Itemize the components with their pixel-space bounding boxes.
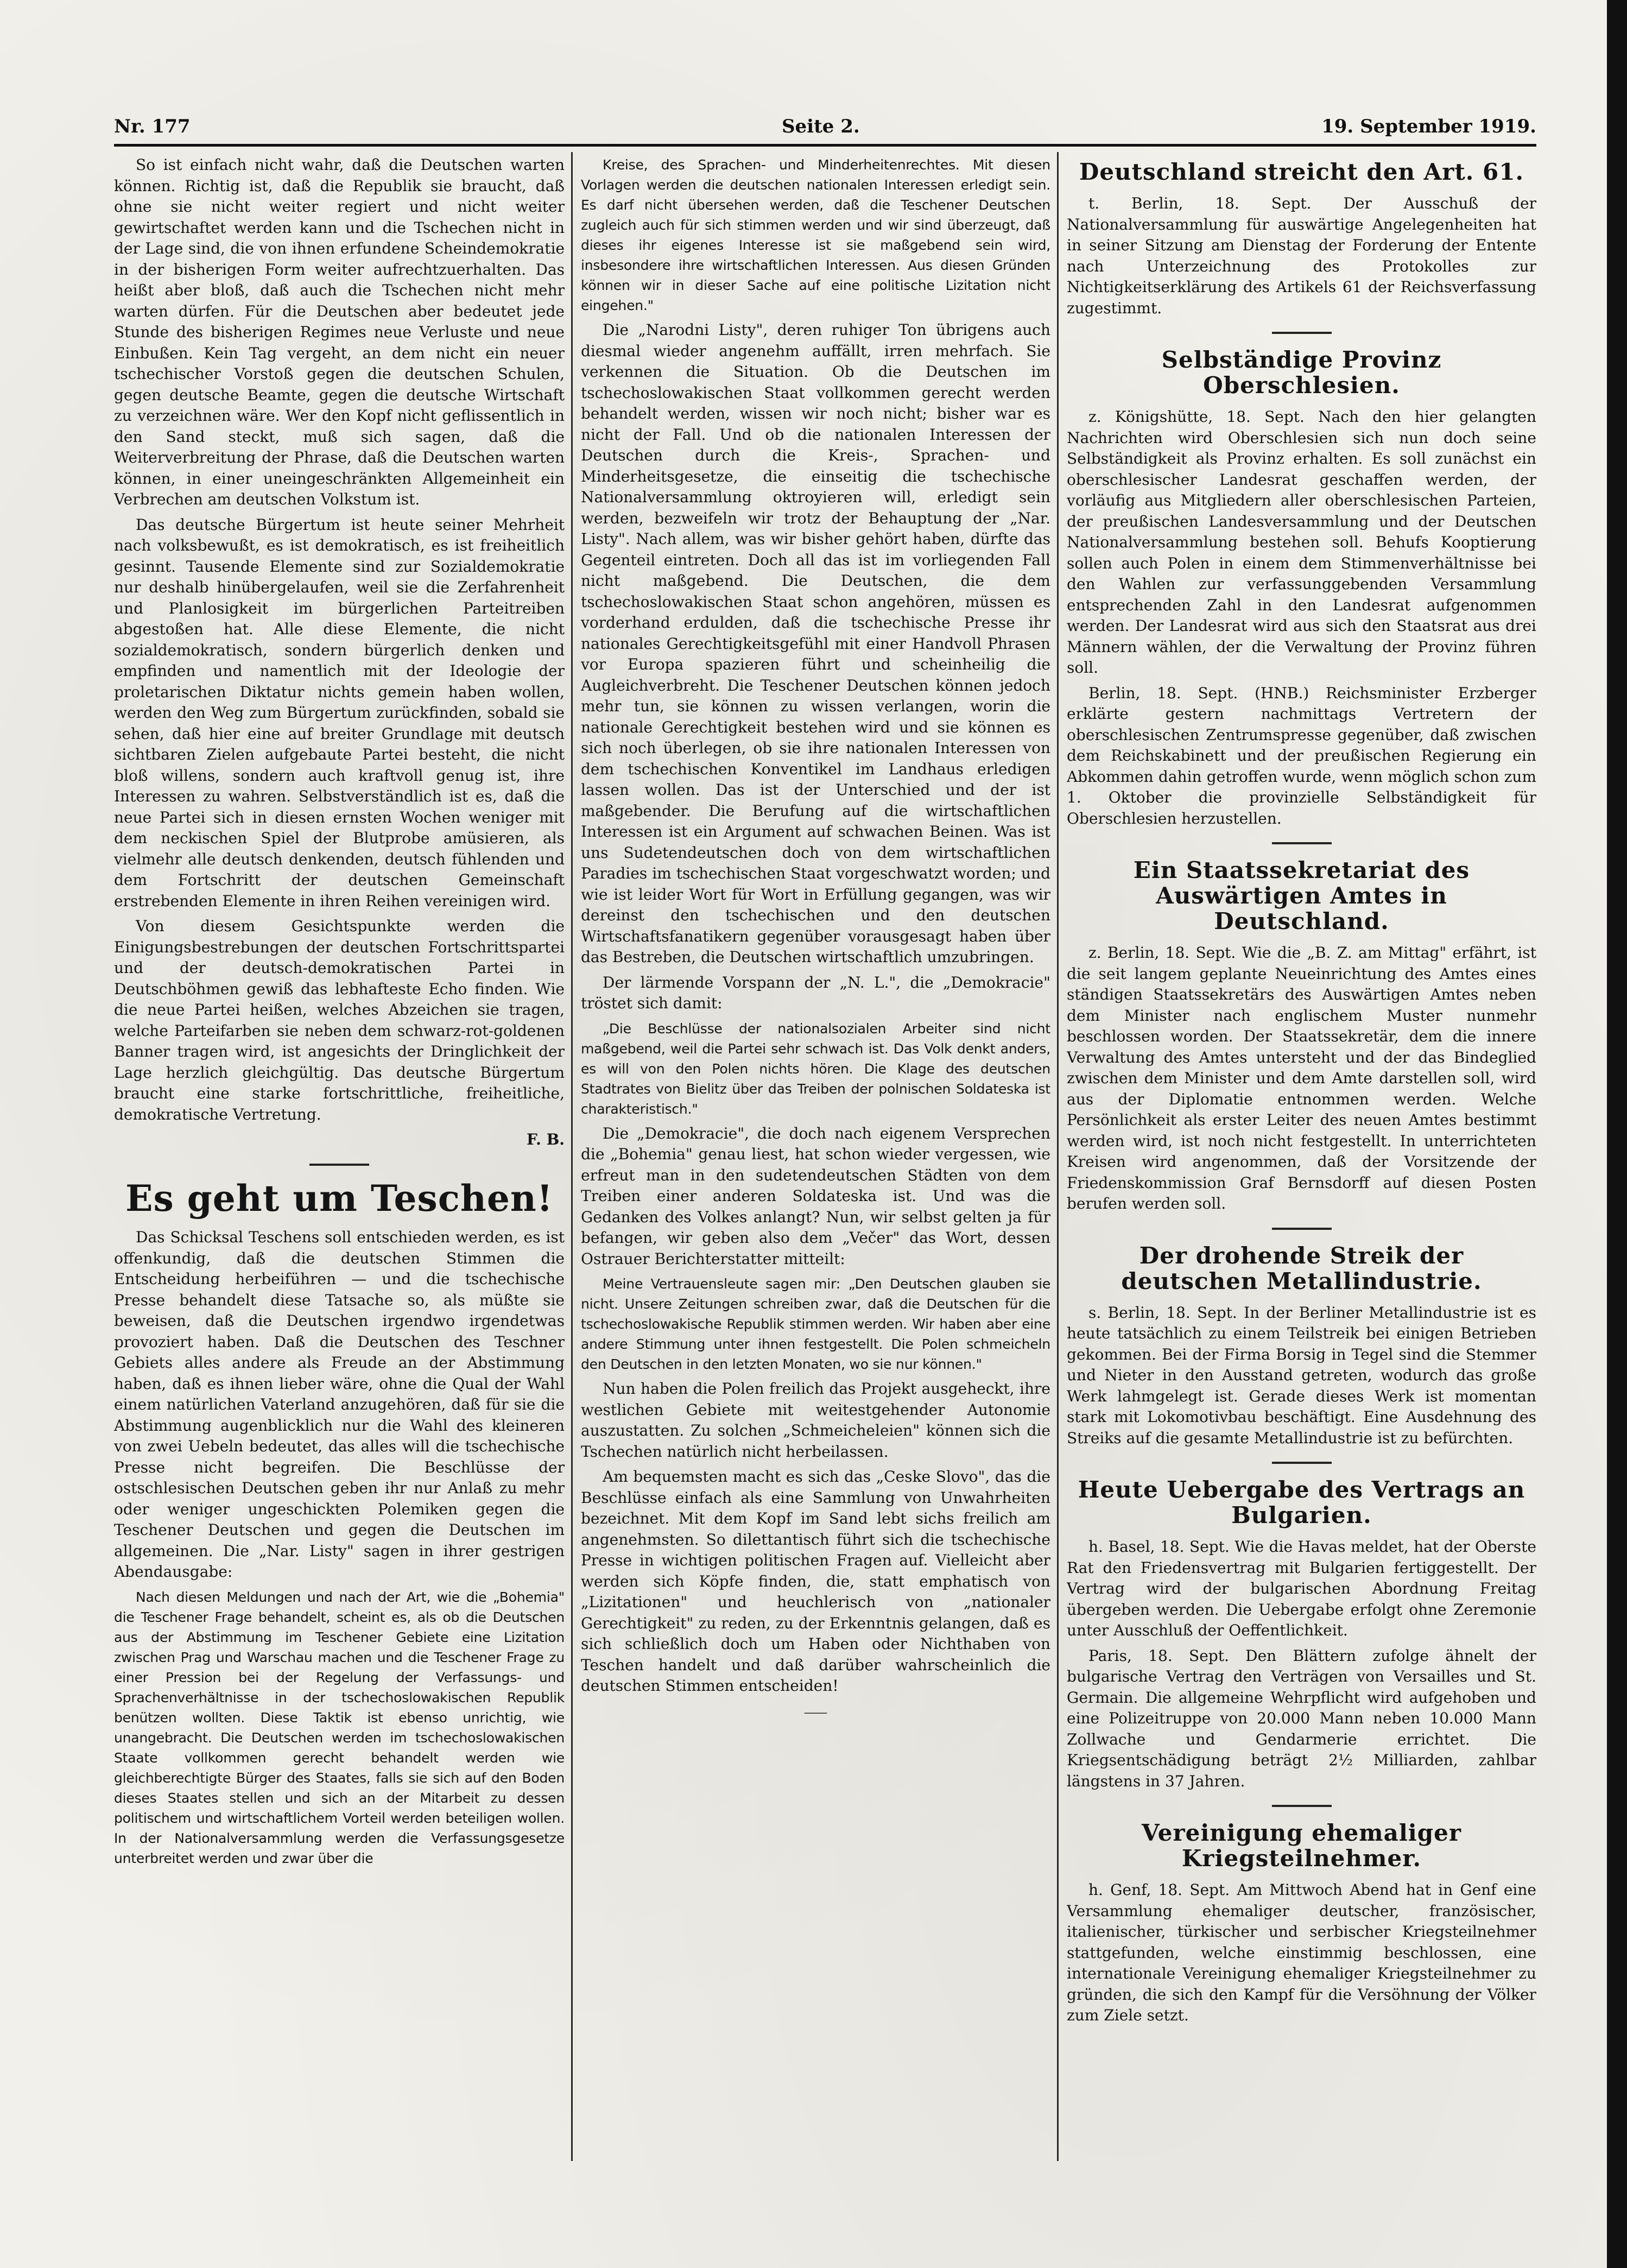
paragraph: h. Basel, 18. Sept. Wie die Havas meldet, hat der Oberste Rat den Friedensvertrag mit Bulgarien fertiggestellt. Der Vertrag wird der bulgarischen Abordnung Freitag übergeben werden. Die Uebergabe erfolgt ohne Zeremonie unter Ausschluß der Oeffentlichkeit. [1067,1538,1536,1640]
section-divider [1272,842,1332,844]
headline-article-61: Deutschland streicht den Art. 61. [1079,159,1524,185]
quoted-paragraph: Kreise, des Sprachen- und Minderheitenrechtes. Mit diesen Vorlagen werden die deutschen nationalen Interessen erledigt sein. Es darf nicht übersehen werden, daß die Teschener Deutschen zugleich auch für sich stimmen werden und wir sind überzeugt, daß dieses ihr eigenes Interesse ist sie maßgebend sein wird, insbesondere ihre wirtschaftlichen Interessen. Aus diesen Gründen können wir in dieser Sache auf eine politische Lizitation nicht eingehen." [581,157,1050,313]
page-number: Seite 2. [782,116,860,137]
paragraph: Die „Demokracie", die doch nach eigenem Versprechen die „Bohemia" genau liest, hat schon wieder vergessen, wie erfreut man in den sudetendeutschen Städten von dem Treiben einer anderen Soldateska ist. Und was die Gedanken des Volkes anlangt? Nun, wir selbst gelten ja für befangen, wir geben also dem „Večer" das Wort, dessen Ostrauer Berichterstatter mitteilt: [581,1124,1050,1268]
quoted-paragraph: „Die Beschlüsse der nationalsozialen Arbeiter sind nicht maßgebend, weil die Partei sehr schwach ist. Das Volk denkt anders, es will von den Polen nichts hören. Die Klage des deutschen Stadtrates von Bielitz über das Treiben der polnischen Soldateska ist charakteristisch." [581,1020,1050,1117]
paragraph: h. Genf, 18. Sept. Am Mittwoch Abend hat in Genf eine Versammlung ehemaliger deutscher, französischer, italienischer, türkischer und serbischer Kriegsteilnehmer stattgefunden, welche einstimmig beschlossen, eine internationale Vereinigung ehemaliger Kriegsteilnehmer zu gründen, die sich den Kampf für die Versöhnung der Völker zum Ziele setzt. [1067,1881,1536,2025]
paragraph: Das Schicksal Teschens soll entschieden werden, es ist offenkundig, daß die deutschen Stimmen die Entscheidung herbeiführen — und die tschechische Presse behandelt diese Tatsache so, als müßte sie beweisen, daß die Deutschen irgendwo irgendetwas provoziert haben. Daß die Deutschen des Teschner Gebiets alles andere als Freude an der Abstimmung haben, daß es ihnen lieber wäre, ohne die Qual der Wahl einem natürlichen Vaterland anzugehören, daß für sie die Abstimmung augenblicklich nur die Wahl des kleineren von zwei Uebeln bedeutet, das alles will die tschechische Presse nicht begreifen. Die Beschlüsse der ostschlesischen Deutschen geben ihr nur Anlaß zu mehr oder weniger ungeschickten Polemiken gegen die Teschener Deutschen und gegen die Deutschen im allgemeinen. Die „Nar. Listy" sagen in ihrer gestrigen Abendausgabe: [114,1228,565,1581]
column-rule [571,152,573,2161]
headline-oberschlesien: Selbständige Provinz Oberschlesien. [1161,346,1442,399]
paragraph: Die „Narodni Listy", deren ruhiger Ton übrigens auch diesmal wieder angenehm auffällt, irren mehrfach. Sie verkennen die Situation. Ob die Deutschen im tschechoslowakischen Staat vollkommen gerecht werden behandelt werden, wissen wir noch nicht; bisher war es nicht der Fall. Und ob die nationalen Interessen der Deutschen durch die Kreis-, Sprachen- und Minderheitsgesetze, die einseitig die tschechische Nationalversammlung oktroyieren will, erledigt sein werden, bezweifeln wir trotz der Behauptung der „Nar. Listy". Nach allem, was wir bisher gehört haben, dürfte das Gegenteil eintreten. Doch all das ist im vorliegenden Fall nicht maßgebend. Die Deutschen, die dem tschechoslowakischen Staat schon angehören, müssen es vorderhand erdulden, daß die tschechische Presse ihr nationales Gerechtigkeitsgefühl mit einer Handvoll Phrasen vor Europa spazieren führt und scheinheilig die Augleichverbreht. Die Teschener Deutschen können jedoch mehr tun, sie können zu wissen verlangen, worin die nationale Gerechtigkeit bestehen wird und sie können es sich noch überlegen, ob sie ihre nationalen Interessen von dem tschechischen Konventikel im Landhaus erledigen lassen wollen. Das ist der Unterschied und der ist maßgebender. Die Berufung auf die wirtschaftlichen Interessen ist ein Argument auf schwachen Beinen. Was ist uns Sudetendeutschen doch von dem wirtschaftlichen Paradies im tschechischen Staat vorgeschwatzt worden; und wie ist leider Wort für Wort in Erfüllung gegangen, was wir dereinst den tschechischen und den deutschen Wirtschaftsfanatikern gegenüber vorausgesagt haben über das Bestreben, die Deutschen wirtschaftlich umzubringen. [581,321,1050,966]
issue-date: 19. September 1919. [1321,116,1536,137]
end-mark: ⸺ [803,1704,828,1721]
paragraph: z. Berlin, 18. Sept. Wie die „B. Z. am Mittag" erfährt, ist die seit langem geplante Neueinrichtung des Amtes eines ständigen Staatssekretärs des Auswärtigen Amtes neben dem Minister nach englischem Muster nunmehr beschlossen worden. Der Staatssekretär, dem die innere Verwaltung des Amtes untersteht und der das Bindeglied zwischen dem Minister und dem Amte darstellen soll, wird aus der Diplomatie entnommen werden. Welche Persönlichkeit als erster Leiter des neuen Amtes bestimmt werden wird, ist noch nicht festgestellt. In unterrichteten Kreisen wird angenommen, daß der Vorsitzende der Friedenskommission Graf Bernsdorff auf diesen Posten berufen werden soll. [1067,944,1536,1213]
section-divider [1272,332,1332,334]
column-left [114,155,565,2175]
paragraph: Das deutsche Bürgertum ist heute seiner Mehrheit nach volksbewußt, es ist demokratisch, es ist freiheitlich gesinnt. Tausende Elemente sind zur Sozialdemokratie nur deshalb hinübergelaufen, weil sie die Zerfahrenheit und Planlosigkeit im bürgerlichen Parteitreiben abgestoßen hat. Alle diese Elemente, die nicht sozialdemokratisch, sondern bürgerlich denken und empfinden und namentlich mit der Ideologie der proletarischen Diktatur nichts gemein haben wollen, werden den Weg zum Bürgertum zurückfinden, sobald sie sehen, daß hier eine auf breiter Grundlage mit deutsch sichtbaren Zielen aufgebaute Partei besteht, die nicht bloß willens, sondern auch kraftvoll genug ist, ihre Interessen zu wahren. Selbstverständlich ist es, daß die neue Partei sich in diesen ernsten Wochen weniger mit dem neckischen Spiel der Blutprobe amüsieren, als vielmehr alle deutsch denkenden, deutsch fühlenden und dem Fortschritt der deutschen Gemeinschaft erstrebenden Elemente in ihren Reihen vereinigen wird. [114,515,565,910]
paragraph: Der lärmende Vorspann der „N. L.", die „Demokracie" tröstet sich damit: [581,973,1050,1012]
paragraph: Am bequemsten macht es sich das „Ceske Slovo", das die Beschlüsse einfach als eine Sammlung von Unwahrheiten bezeichnet. Mit dem Kopf im Sand lebt sichs freilich am angenehmsten. So dilettantisch führt sich die tschechische Presse in wichtigen politischen Fragen auf. Vielleicht aber werden sich Köpfe finden, die, statt emphatisch von „Lizitationen" und heuchlerisch von „nationaler Gerechtigkeit" zu reden, zu der Erkenntnis gelangen, daß es sich schließlich doch um Haben oder Nichthaben von Teschen handelt und daß darüber wahrscheinlich die deutschen Stimmen entscheiden! [581,1468,1050,1695]
headline-staatssekretariat: Ein Staatssekretariat des Auswärtigen Amtes in Deutschland. [1133,857,1470,935]
paragraph: Von diesem Gesichtspunkte werden die Einigungsbestrebungen der deutschen Fortschrittspartei und der deutsch-demokratischen Partei in Deutschböhmen gewiß das lebhafteste Echo finden. Wie die neue Partei heißen, welches Abzeichen sie tragen, welche Parteifarben sie neben dem schwarz-rot-goldenen Banner tragen wird, ist angesichts der Dringlichkeit der Lage herzlich gleichgültig. Das deutsche Bürgertum braucht eine starke fortschrittliche, freiheitliche, demokratische Vertretung. [114,917,565,1123]
headline-kriegsteilnehmer: Vereinigung ehemaliger Kriegsteilnehmer. [1142,1820,1461,1872]
page-edge [1607,0,1627,2268]
headline-teschen: Es geht um Teschen! [125,1177,553,1220]
paragraph: t. Berlin, 18. Sept. Der Ausschuß der Nationalversammlung für auswärtige Angelegenheiten hat in seiner Sitzung am Dienstag der Forderung der Entente nach Unterzeichnung des Protokolles zur Nichtigkeitserklärung des Artikels 61 der Reichsverfassung zugestimmt. [1067,194,1536,317]
paragraph: Berlin, 18. Sept. (HNB.) Reichsminister Erzberger erklärte gestern nachmittags Vertretern der oberschlesischen Zentrumspresse gegenüber, daß zwischen dem Reichskabinett und der preußischen Regierung ein Abkommen dahin getroffen wurde, wenn möglich schon zum 1. Oktober die provinzielle Selbständigkeit für Oberschlesien herzustellen. [1067,684,1536,827]
quoted-paragraph: Meine Vertrauensleute sagen mir: „Den Deutschen glauben sie nicht. Unsere Zeitungen schreiben zwar, daß die Deutschen für die tschechoslowakische Republik stimmen werden. Wir haben aber eine andere Stimmung unter ihnen festgestellt. Die Polen schmeicheln den Deutschen in den letzten Monaten, wo sie nur können." [581,1276,1050,1372]
section-divider [1272,1228,1332,1230]
section-divider [1272,1805,1332,1807]
paragraph: z. Königshütte, 18. Sept. Nach den hier gelangten Nachrichten wird Oberschlesien sich nun doch seine Selbständigkeit als Provinz erhalten. Es soll zunächst ein oberschlesischer Landesrat geschaffen werden, der vorläufig aus Mitgliedern aller oberschlesischen Parteien, der preußischen Landesversammlung und der Deutschen Nationalversammlung bestehen soll. Behufs Kooptierung sollen auch Polen in einem dem Stimmenverhältnisse bei den Wahlen zur verfassunggebenden Versammlung entsprechenden Zahl in den Landesrat aufgenommen werden. Der Landesrat wird aus sich den Staatsrat aus drei Männern wählen, der die Verwaltung der Provinz führen soll. [1067,408,1536,677]
issue-number: Nr. 177 [114,116,191,137]
paragraph: So ist einfach nicht wahr, daß die Deutschen warten können. Richtig ist, daß die Republik sie braucht, daß ohne sie nicht weiter regiert und nicht weiter gewirtschaftet werden kann und die Tschechen nicht in der Lage sind, die von ihnen erfundene Scheindemokratie in der bisherigen Form weiter aufrechtzuerhalten. Das heißt aber bloß, daß auch die Tschechen nicht mehr warten dürfen. Für die Deutschen aber bedeutet jede Stunde des bisherigen Regimes neue Verluste und neue Einbußen. Kein Tag vergeht, an dem nicht ein neuer tschechischer Vorstoß gegen die deutschen Schulen, gegen deutsche Beamte, gegen die deutsche Wirtschaft zu verzeichnen wäre. Wer den Kopf nicht geflissentlich in den Sand steckt, muß sich sagen, daß die Weiterverbreitung der Phrase, daß die Deutschen warten können, in einer uneingeschränkten Allgemeinheit ein Verbrechen am deutschen Volkstum ist. [114,156,565,508]
column-middle [581,155,1050,2175]
column-right [1067,155,1536,2175]
section-divider [1272,1462,1332,1464]
paragraph: Nun haben die Polen freilich das Projekt ausgeheckt, ihre westlichen Gebiete mit weitestgehender Autonomie auszustatten. Zu solchen „Schmeicheleien" können sich die Tschechen natürlich nicht herbeilassen. [581,1380,1050,1461]
paragraph: Paris, 18. Sept. Den Blättern zufolge ähnelt der bulgarische Vertrag den Verträgen von Versailles und St. Germain. Die allgemeine Wehrpflicht wird aufgehoben und eine Polizeitruppe von 20.000 Mann neben 10.000 Mann Zollwache und Gendarmerie errichtet. Die Kriegsentschädigung beträgt 2½ Milliarden, zahlbar längstens in 37 Jahren. [1067,1646,1536,1790]
page-header [114,111,1536,147]
headline-bulgarien: Heute Uebergabe des Vertrags an Bulgarien. [1078,1476,1525,1529]
author-signature: F. B. [527,1130,565,1148]
column-rule [1057,152,1059,2161]
headline-metallstreik: Der drohende Streik der deutschen Metallindustrie. [1121,1242,1482,1294]
quoted-paragraph: Nach diesen Meldungen und nach der Art, wie die „Bohemia" die Teschener Frage behandelt, scheint es, als ob die Deutschen aus der Abstimmung im Teschener Gebiete eine Lizitation zwischen Prag und Warschau machen und die Teschener Frage zu einer Pression bei der Regelung der Verfassungs- und Sprachenverhältnisse in der tschechoslowakischen Republik benützen wollten. Diese Taktik ist ebenso unrichtig, wie unangebracht. Die Deutschen werden im tschechoslowakischen Staate vollkommen gerecht behandelt werden wie gleichberechtigte Bürger des Staates, falls sie sich auf den Boden dieses Staates stellen und sich an der Mitarbeit zu dessen politischem und wirtschaftlichem Vorteil werden beteiligen wollen. In der Nationalversammlung werden die Verfassungsgesetze unterbreitet werden und zwar über die [114,1589,565,1866]
paragraph: s. Berlin, 18. Sept. In der Berliner Metallindustrie ist es heute tatsächlich zu einem Teilstreik bei einigen Betrieben gekommen. Bei der Firma Borsig in Tegel sind die Stemmer und Nieter in den Ausstand getreten, wodurch das große Werk lahmgelegt ist. Gerade dieses Werk ist momentan stark mit Lokomotivbau beschäftigt. Eine Ausdehnung des Streiks auf die gesamte Metallindustrie ist zu befürchten. [1067,1303,1536,1447]
section-divider [309,1164,369,1166]
